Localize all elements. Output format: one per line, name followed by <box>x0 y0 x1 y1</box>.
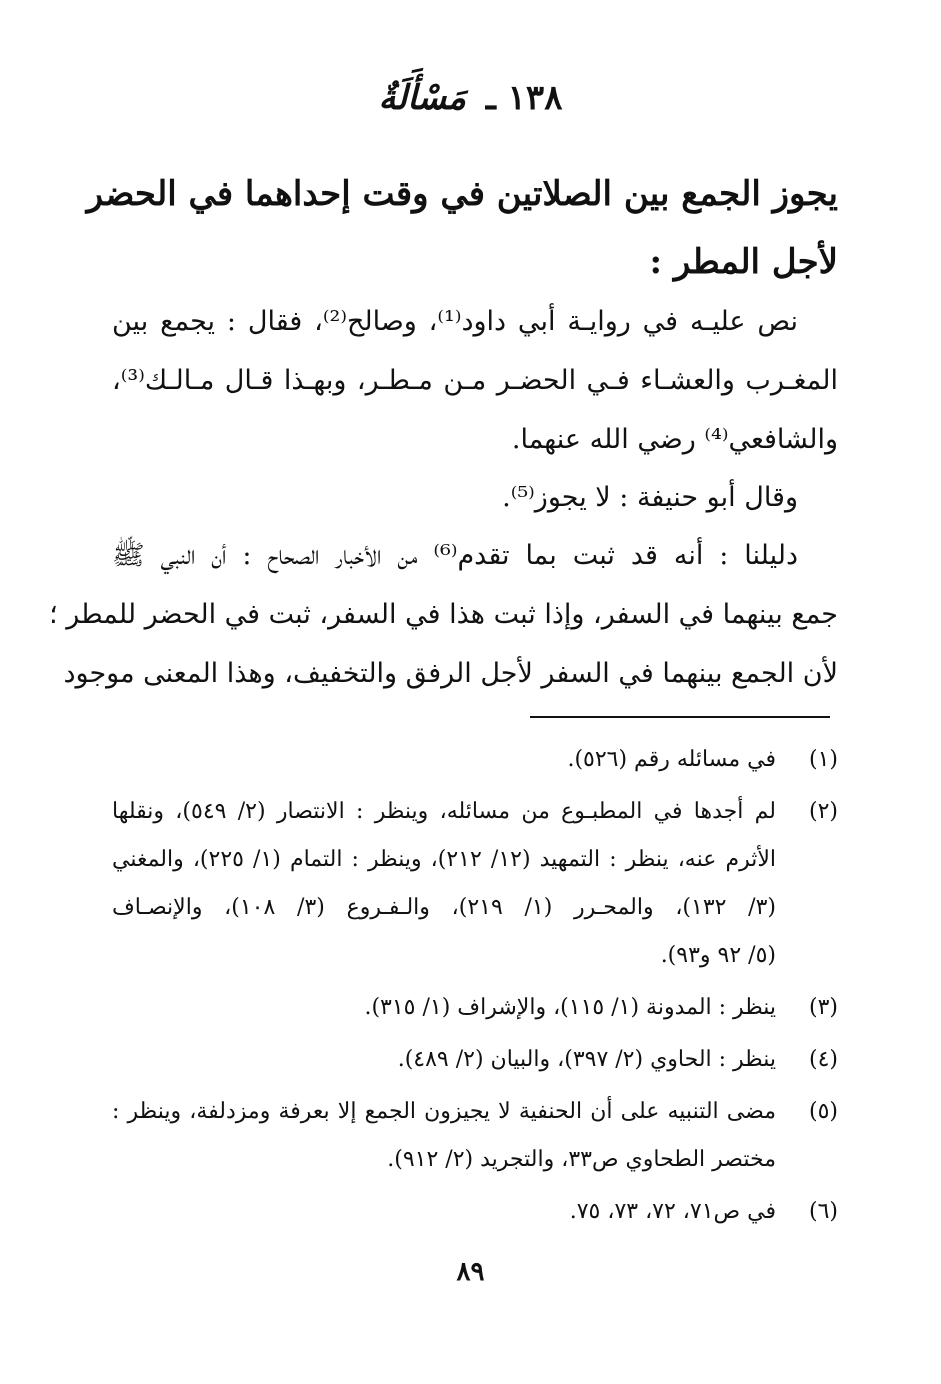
footnote-number: (٥) <box>808 1099 838 1124</box>
issue-heading <box>0 78 941 118</box>
footnote-line: في ص٧١، ٧٢، ٧٣، ٧٥. <box>569 1199 776 1224</box>
footnote <box>112 736 838 784</box>
footnote-line: مضى التنبيه على أن الحنفية لا يجيزون الجمع إلا بعرفة ومزدلفة، وينظر : <box>112 1099 776 1124</box>
footnote-line: لم أجدها في المطبـوع من مسائله، وينظر : الانتصار (٢/ ٥٤٩)، ونقلها <box>112 799 776 824</box>
paragraph-line: جمع بينهما في السفر، وإذا ثبت هذا في السفر، ثبت في الحضر للمطر ؛ <box>49 599 838 630</box>
footnote-line: (٣/ ١٣٢)، والمحـرر (١/ ٢١٩)، والـفـروع (٣/ ١٠٨)، والإنصـاف <box>112 895 777 920</box>
footnote-text <box>112 1036 776 1084</box>
footnote-divider <box>530 716 830 718</box>
issue-number: ١٣٨ ـ <box>485 78 563 118</box>
title-line: لأجل المطر : <box>649 242 838 282</box>
footnote <box>112 1188 838 1236</box>
paragraph-abu-hanifa <box>112 468 838 527</box>
paragraph-line: دليلنا : أنه قد ثبت بما تقدم⁽⁶⁾ من الأخبار الصحاح : أن النبي ﷺ <box>112 540 798 571</box>
footnote-text <box>112 736 776 784</box>
paragraph-evidence <box>49 526 838 703</box>
footnote-number: (١) <box>808 747 838 772</box>
footnote <box>112 1036 838 1084</box>
footnote-line: (٥/ ٩٢ و٩٣). <box>660 943 776 968</box>
footnote-text <box>112 984 776 1032</box>
issue-title <box>86 160 838 296</box>
footnote <box>112 1088 838 1184</box>
footnote-line: الأثرم عنه، ينظر : التمهيد (١٢/ ٢١٢)، وينظر : التمام (١/ ٢٢٥)، والمغني <box>112 847 776 872</box>
footnote-line: ينظر : الحاوي (٢/ ٣٩٧)، والبيان (٢/ ٤٨٩). <box>397 1047 776 1072</box>
footnote-text <box>112 1188 776 1236</box>
paragraph-narration <box>112 292 838 469</box>
footnote-number: (٣) <box>808 995 838 1020</box>
footnote-line: ينظر : المدونة (١/ ١١٥)، والإشراف (١/ ٣١٥). <box>364 995 776 1020</box>
footnote-text <box>112 1088 776 1184</box>
footnote-number: (٦) <box>808 1199 838 1224</box>
page-number: ٨٩ <box>456 1257 485 1287</box>
footnote <box>112 984 838 1032</box>
footnote-number: (٢) <box>808 799 838 824</box>
footnotes <box>112 736 838 1240</box>
footnote-number: (٤) <box>808 1047 838 1072</box>
paragraph-line: وقال أبو حنيفة : لا يجوز⁽⁵⁾. <box>502 482 798 513</box>
footnote-text <box>112 788 776 980</box>
paragraph-line: لأن الجمع بينهما في السفر لأجل الرفق والتخفيف، وهذا المعنى موجود <box>63 658 838 689</box>
footnote-line: مختصر الطحاوي ص٣٣، والتجريد (٢/ ٩١٢). <box>387 1147 776 1172</box>
issue-word: مَسْأَلَةٌ <box>378 78 467 118</box>
paragraph-line: والشافعي⁽⁴⁾ رضي الله عنهما. <box>511 424 838 455</box>
title-line: يجوز الجمع بين الصلاتين في وقت إحداهما في الحضر <box>86 174 838 214</box>
footnote <box>112 788 838 980</box>
footnote-line: في مسائله رقم (٥٢٦). <box>567 747 776 772</box>
paragraph-line: نص عليـه في روايـة أبي داود⁽¹⁾، وصالح⁽²⁾، فقال : يجمع بين <box>112 306 799 337</box>
paragraph-line: المغـرب والعشـاء فـي الحضـر مـن مـطـر، وبهـذا قـال مـالـك⁽³⁾، <box>112 365 838 396</box>
